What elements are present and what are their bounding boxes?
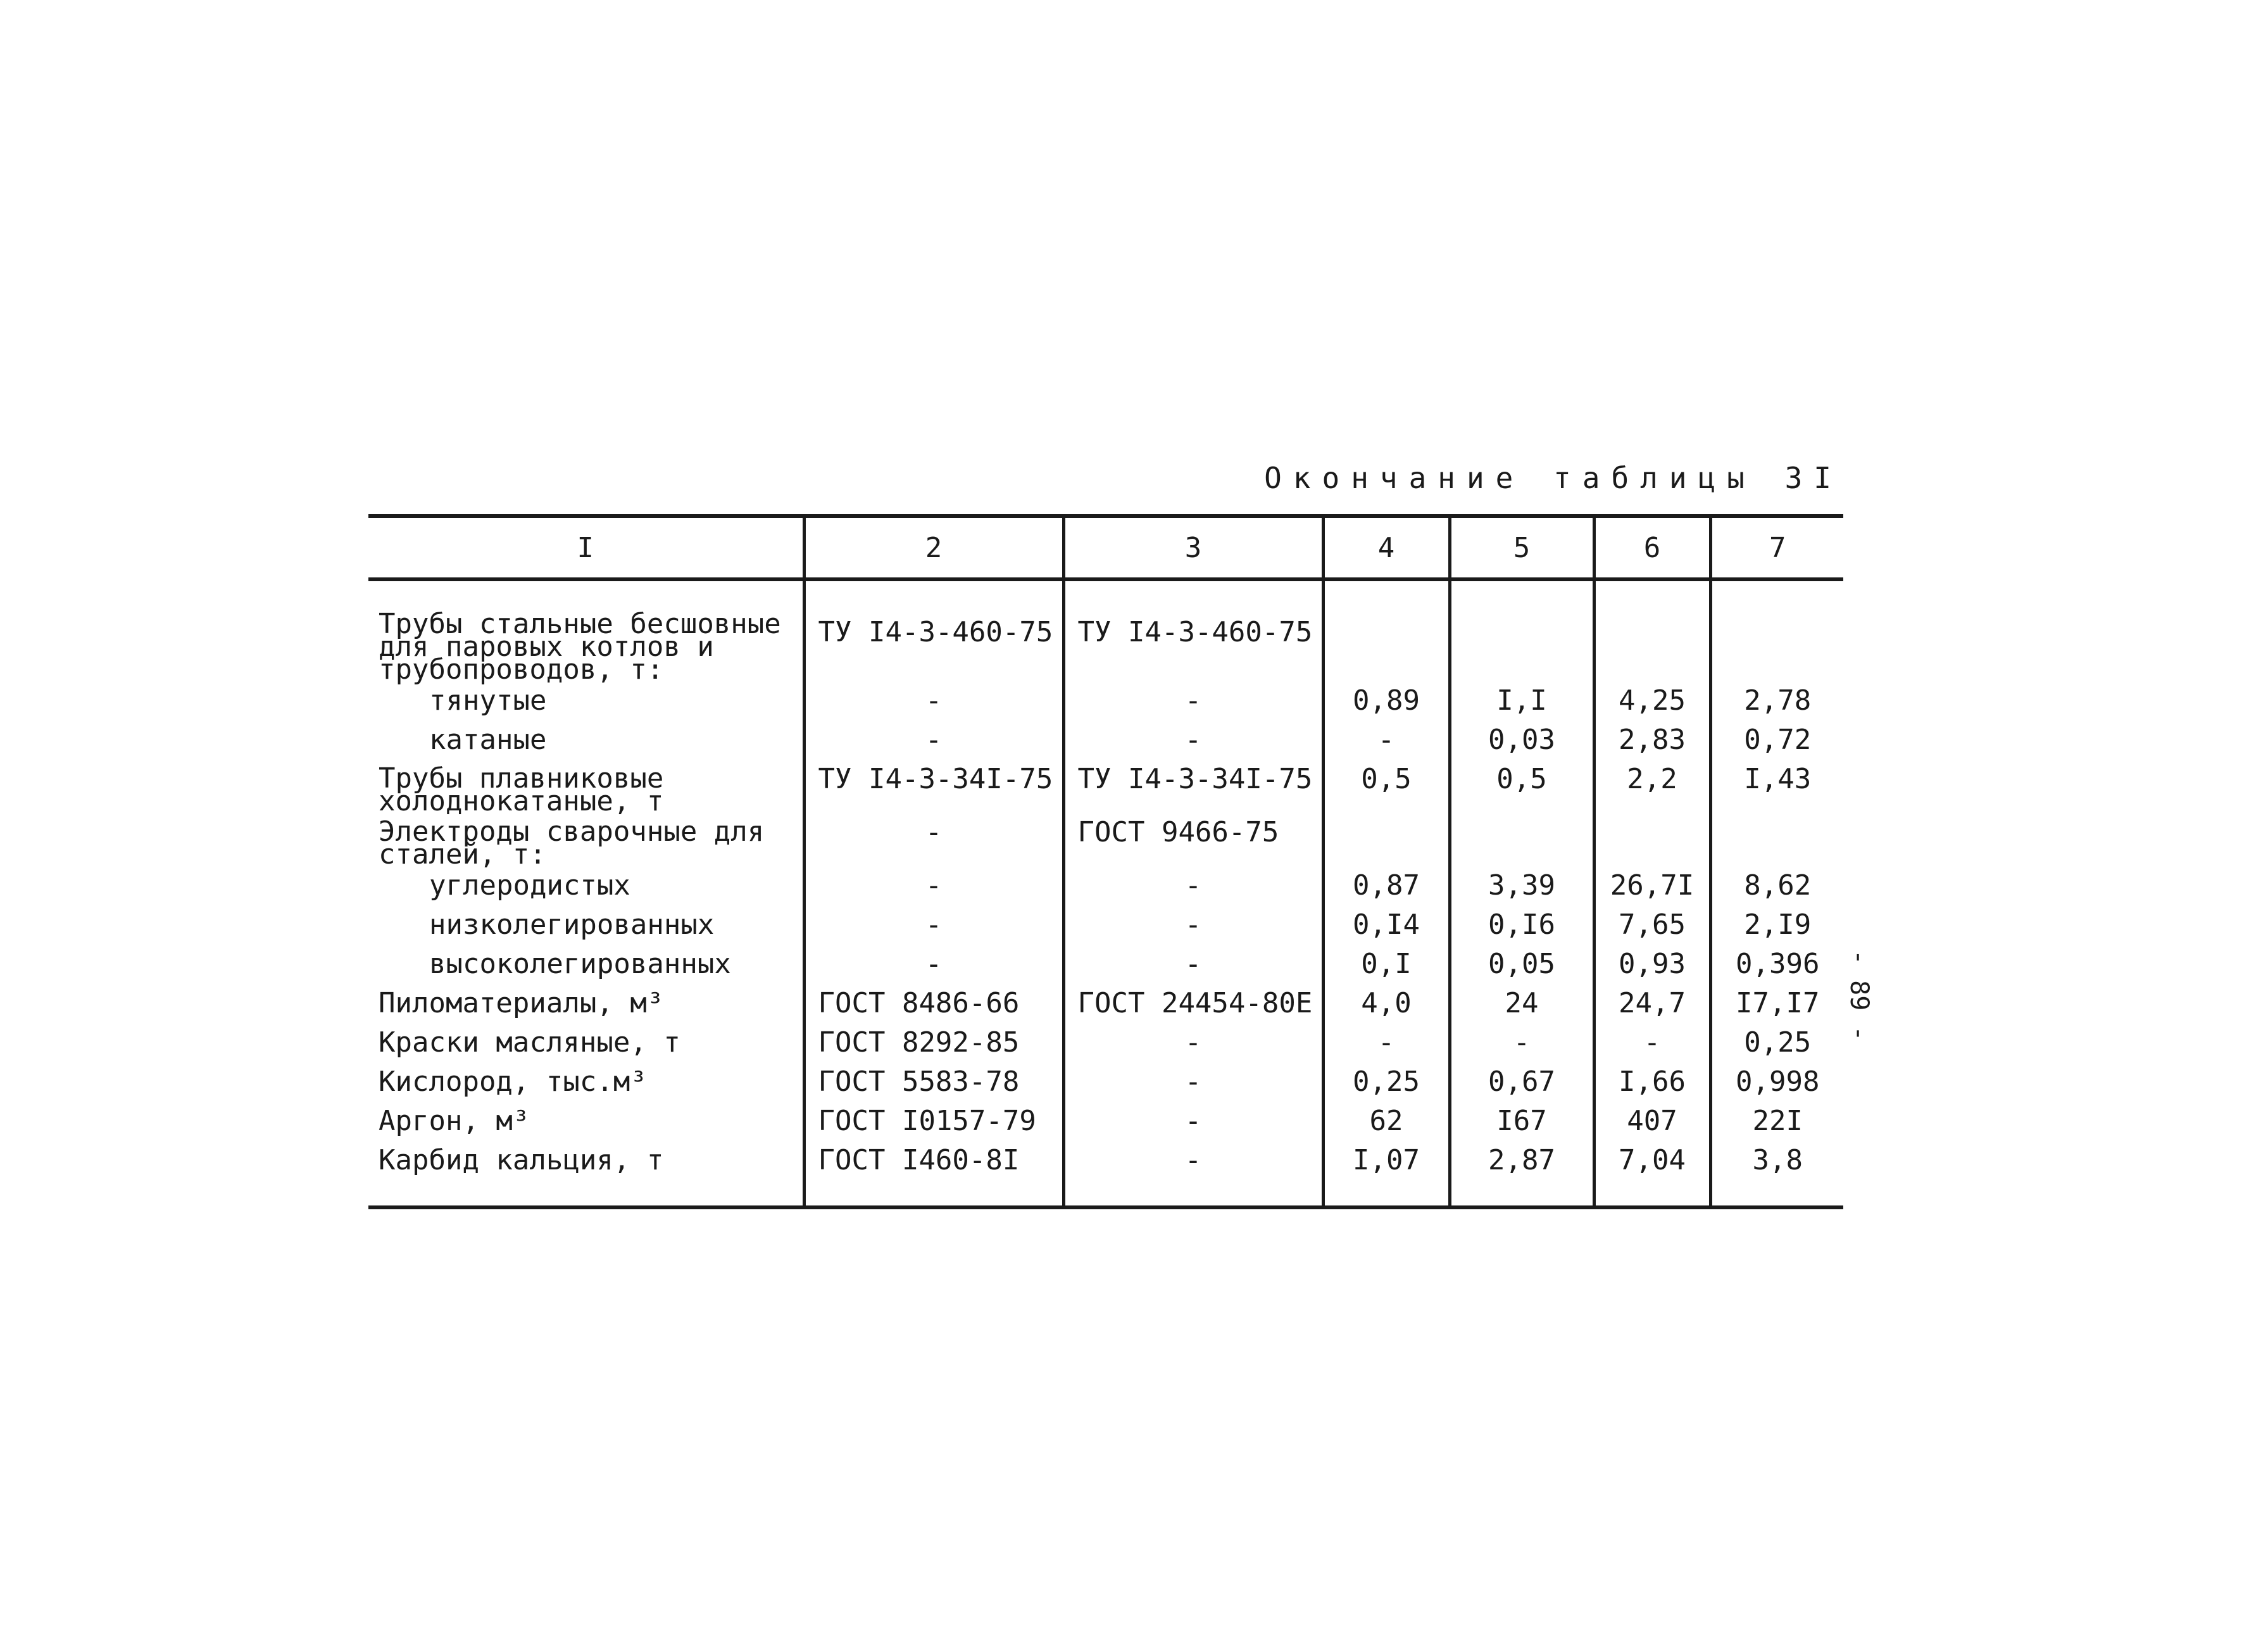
row-std1: ТУ I4-3-34I-75 <box>804 760 1063 813</box>
table-row <box>368 681 1843 720</box>
row-std2: - <box>1063 720 1323 760</box>
column-header: 6 <box>1594 516 1710 579</box>
row-v4: - <box>1323 720 1450 760</box>
row-std2: ТУ I4-3-460-75 <box>1063 579 1323 681</box>
row-v4: - <box>1323 1023 1450 1062</box>
row-name: Кислород, тыс.м³ <box>379 1066 647 1098</box>
row-std2: - <box>1063 1141 1323 1207</box>
table-caption: Окончание таблицы 3I <box>1264 461 1843 495</box>
row-v6: 2,2 <box>1594 760 1710 813</box>
row-v6: 26,7I <box>1594 866 1710 905</box>
row-v5: - <box>1450 1023 1594 1062</box>
row-std1: ГОСТ 8292-85 <box>804 1023 1063 1062</box>
column-header: I <box>368 516 804 579</box>
row-name: высоколегированных <box>429 948 731 980</box>
row-std1: - <box>804 813 1063 866</box>
row-v7 <box>1710 813 1843 866</box>
row-v4: 0,25 <box>1323 1062 1450 1102</box>
row-v5: 0,I6 <box>1450 905 1594 945</box>
table-row <box>368 760 1843 813</box>
row-name: тянутые <box>429 684 547 717</box>
row-v7: 3,8 <box>1710 1141 1843 1207</box>
row-v5: I,I <box>1450 681 1594 720</box>
column-header: 4 <box>1323 516 1450 579</box>
row-std1: ГОСТ I0157-79 <box>804 1102 1063 1141</box>
row-v4: 0,89 <box>1323 681 1450 720</box>
row-v7: 0,998 <box>1710 1062 1843 1102</box>
page-number: - 89 - <box>1845 950 1874 1041</box>
row-std2: - <box>1063 1062 1323 1102</box>
row-v4: I,07 <box>1323 1141 1450 1207</box>
table-row <box>368 720 1843 760</box>
row-v4: 4,0 <box>1323 984 1450 1023</box>
row-v6: - <box>1594 1023 1710 1062</box>
row-std1: - <box>804 681 1063 720</box>
row-name: Трубы стальные бесшовные для паровых котлов и трубопроводов, т: <box>379 608 781 686</box>
table-row <box>368 866 1843 905</box>
row-v7: 0,396 <box>1710 945 1843 984</box>
row-std2: - <box>1063 681 1323 720</box>
row-v7 <box>1710 579 1843 681</box>
row-name: Трубы плавниковые холоднокатаные, т <box>379 762 664 817</box>
row-name: углеродистых <box>429 869 630 902</box>
row-v4: 0,I4 <box>1323 905 1450 945</box>
row-std1: - <box>804 945 1063 984</box>
column-header: 7 <box>1710 516 1843 579</box>
header-row <box>368 516 1843 579</box>
table-row <box>368 984 1843 1023</box>
row-std2: ГОСТ 9466-75 <box>1063 813 1323 866</box>
row-v5: 0,67 <box>1450 1062 1594 1102</box>
row-v7: 0,72 <box>1710 720 1843 760</box>
row-v6: I,66 <box>1594 1062 1710 1102</box>
row-std2: ГОСТ 24454-80Е <box>1063 984 1323 1023</box>
row-std2: - <box>1063 905 1323 945</box>
row-v5: 0,03 <box>1450 720 1594 760</box>
row-v6: 7,04 <box>1594 1141 1710 1207</box>
row-v7: I,43 <box>1710 760 1843 813</box>
row-v5: 2,87 <box>1450 1141 1594 1207</box>
row-std1: ГОСТ 8486-66 <box>804 984 1063 1023</box>
row-v4: 0,5 <box>1323 760 1450 813</box>
table-row <box>368 945 1843 984</box>
row-v5: 0,5 <box>1450 760 1594 813</box>
table-row <box>368 905 1843 945</box>
table-row <box>368 1062 1843 1102</box>
table-row <box>368 1023 1843 1062</box>
row-v7: 22I <box>1710 1102 1843 1141</box>
row-name: низколегированных <box>429 909 715 941</box>
row-v7: I7,I7 <box>1710 984 1843 1023</box>
row-v6: 24,7 <box>1594 984 1710 1023</box>
row-v5: 3,39 <box>1450 866 1594 905</box>
row-std1: - <box>804 866 1063 905</box>
table-row <box>368 579 1843 681</box>
row-v5: 24 <box>1450 984 1594 1023</box>
row-v4 <box>1323 579 1450 681</box>
table-row <box>368 813 1843 866</box>
row-v6: 7,65 <box>1594 905 1710 945</box>
row-v5 <box>1450 579 1594 681</box>
row-v4: 62 <box>1323 1102 1450 1141</box>
row-name: Аргон, м³ <box>379 1105 530 1137</box>
row-std2: - <box>1063 1102 1323 1141</box>
row-std1: ТУ I4-3-460-75 <box>804 579 1063 681</box>
row-v7: 2,78 <box>1710 681 1843 720</box>
row-std2: ТУ I4-3-34I-75 <box>1063 760 1323 813</box>
row-std2: - <box>1063 866 1323 905</box>
row-v5: 0,05 <box>1450 945 1594 984</box>
column-header: 2 <box>804 516 1063 579</box>
row-v6 <box>1594 579 1710 681</box>
column-header: 5 <box>1450 516 1594 579</box>
row-v6: 407 <box>1594 1102 1710 1141</box>
row-v6: 2,83 <box>1594 720 1710 760</box>
row-v5: I67 <box>1450 1102 1594 1141</box>
row-name: Краски масляные, т <box>379 1026 680 1059</box>
row-v6: 0,93 <box>1594 945 1710 984</box>
row-v5 <box>1450 813 1594 866</box>
row-name: Карбид кальция, т <box>368 1141 804 1207</box>
row-name: Электроды сварочные для сталей, т: <box>379 815 765 871</box>
row-std1: - <box>804 720 1063 760</box>
row-v7: 8,62 <box>1710 866 1843 905</box>
row-std1: - <box>804 905 1063 945</box>
row-std2: - <box>1063 945 1323 984</box>
row-v6: 4,25 <box>1594 681 1710 720</box>
row-v4: 0,I <box>1323 945 1450 984</box>
row-v7: 2,I9 <box>1710 905 1843 945</box>
resource-table <box>368 514 1843 1209</box>
row-v4: 0,87 <box>1323 866 1450 905</box>
table-row <box>368 1141 1843 1207</box>
row-std1: ГОСТ 5583-78 <box>804 1062 1063 1102</box>
column-header: 3 <box>1063 516 1323 579</box>
row-std1: ГОСТ I460-8I <box>804 1141 1063 1207</box>
row-v4 <box>1323 813 1450 866</box>
row-v6 <box>1594 813 1710 866</box>
table-row <box>368 1102 1843 1141</box>
row-name: Пиломатериалы, м³ <box>379 987 664 1019</box>
row-name: катаные <box>429 724 547 756</box>
row-std2: - <box>1063 1023 1323 1062</box>
row-v7: 0,25 <box>1710 1023 1843 1062</box>
